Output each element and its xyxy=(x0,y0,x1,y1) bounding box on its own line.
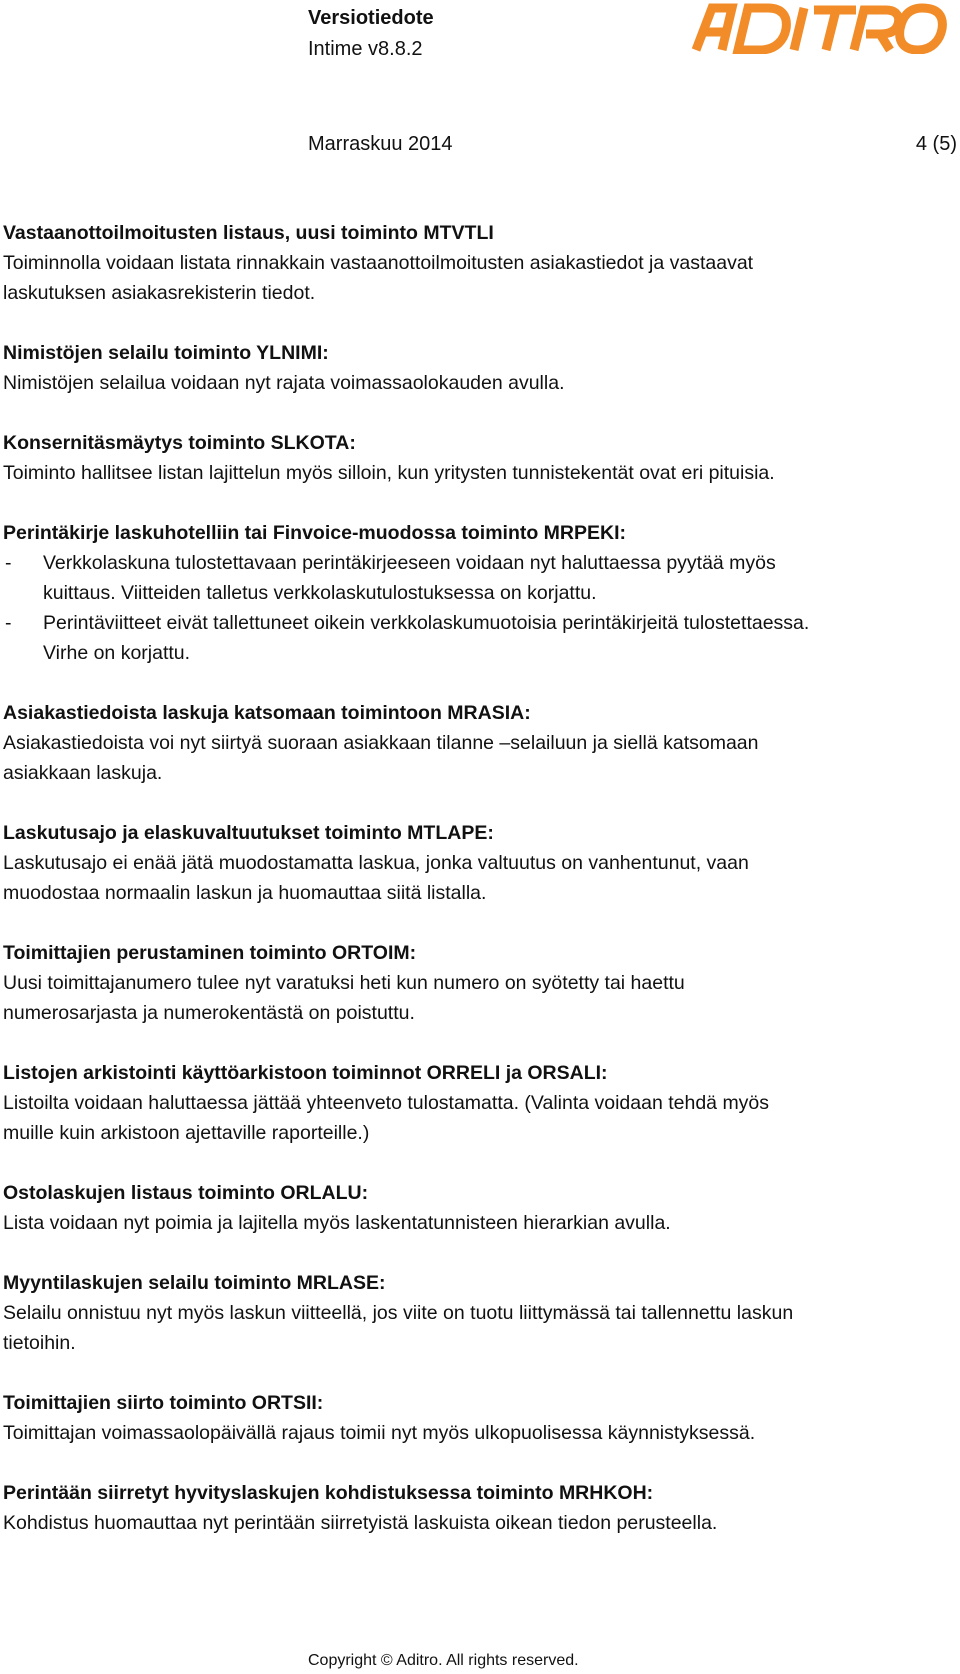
document-body xyxy=(3,218,957,1568)
text-line: Laskutusajo ei enää jätä muodostamatta laskua, jonka valtuutus on vanhentunut, vaan xyxy=(3,852,749,874)
text-line: Lista voidaan nyt poimia ja lajitella myös laskentatunnisteen hierarkian avulla. xyxy=(3,1212,671,1234)
text-line: Listoilta voidaan haluttaessa jättää yhteenveto tulostamatta. (Valinta voidaan tehdä myös xyxy=(3,1092,770,1114)
section-heading: Myyntilaskujen selailu toiminto MRLASE: xyxy=(3,1272,386,1294)
text-line: tietoihin. xyxy=(3,1332,76,1354)
text-line: muodostaa normaalin laskun ja huomauttaa siitä listalla. xyxy=(3,882,487,904)
text-line: Toiminnolla voidaan listata rinnakkain vastaanottoilmoitusten asiakastiedot ja vastaavat xyxy=(3,252,754,274)
text-line: Uusi toimittajanumero tulee nyt varatuksi heti kun numero on syötetty tai haettu xyxy=(3,972,685,994)
section-heading: Vastaanottoilmoitusten listaus, uusi toiminto MTVTLI xyxy=(3,222,494,244)
text-line: numerosarjasta ja numerokentästä on poistuttu. xyxy=(3,1002,415,1024)
bullet-dash: - xyxy=(5,552,12,574)
section-heading: Perintään siirretyt hyvityslaskujen kohdistuksessa toiminto MRHKOH: xyxy=(3,1482,654,1504)
release-note-section xyxy=(3,1478,957,1538)
text-line: Toiminto hallitsee listan lajittelun myös silloin, kun yritysten tunnistekentät ovat eri pituisia. xyxy=(3,462,775,484)
release-note-section xyxy=(3,218,957,308)
section-text xyxy=(3,1298,957,1358)
section-text xyxy=(3,968,957,1028)
text-line: Perintäviitteet eivät tallettuneet oikein verkkolaskumuotoisia perintäkirjeitä tulostettaessa. xyxy=(43,612,810,634)
section-heading: Asiakastiedoista laskuja katsomaan toimintoon MRASIA: xyxy=(3,702,531,724)
section-heading: Perintäkirje laskuhotelliin tai Finvoice-muodossa toiminto MRPEKI: xyxy=(3,522,627,544)
section-text xyxy=(3,1508,957,1538)
section-heading: Toimittajien perustaminen toiminto ORTOIM: xyxy=(3,942,417,964)
release-note-section xyxy=(3,1178,957,1238)
text-line: Virhe on korjattu. xyxy=(43,642,191,664)
release-note-section xyxy=(3,938,957,1028)
bullet-dash: - xyxy=(5,612,12,634)
section-text xyxy=(3,1088,957,1148)
release-note-section xyxy=(3,1058,957,1148)
text-line: Toimittajan voimassaolopäivällä rajaus toimii nyt myös ulkopuolisessa käynnistyksessä. xyxy=(3,1422,756,1444)
release-note-section xyxy=(3,1268,957,1358)
section-heading: Laskutusajo ja elaskuvaltuutukset toiminto MTLAPE: xyxy=(3,822,494,844)
section-heading: Ostolaskujen listaus toiminto ORLALU: xyxy=(3,1182,369,1204)
section-text xyxy=(3,458,957,488)
text-line: Selailu onnistuu nyt myös laskun viitteellä, jos viite on tuotu liittymässä tai tallennettu laskun xyxy=(3,1302,794,1324)
section-heading: Konsernitäsmäytys toiminto SLKOTA: xyxy=(3,432,356,454)
text-line: laskutuksen asiakasrekisterin tiedot. xyxy=(3,282,316,304)
release-note-section xyxy=(3,818,957,908)
release-note-section xyxy=(3,1388,957,1448)
text-line: Verkkolaskuna tulostettavaan perintäkirjeeseen voidaan nyt haluttaessa pyytää myös xyxy=(43,552,776,574)
release-note-section xyxy=(3,338,957,398)
document-title: Versiotiedote xyxy=(308,7,434,29)
release-note-section xyxy=(3,428,957,488)
section-heading: Toimittajien siirto toiminto ORTSII: xyxy=(3,1392,324,1414)
text-line: Asiakastiedoista voi nyt siirtyä suoraan asiakkaan tilanne –selailuun ja siellä katsomaan xyxy=(3,732,759,754)
document-date: Marraskuu 2014 xyxy=(308,133,453,155)
text-line: Nimistöjen selailua voidaan nyt rajata voimassaolokauden avulla. xyxy=(3,372,565,394)
text-line: Kohdistus huomauttaa nyt perintään siirretyistä laskuista oikean tiedon perusteella. xyxy=(3,1512,718,1534)
bullet-item xyxy=(3,608,957,668)
bullet-item xyxy=(3,548,957,608)
section-text xyxy=(3,728,957,788)
page-number: 4 (5) xyxy=(915,133,957,155)
section-heading: Listojen arkistointi käyttöarkistoon toiminnot ORRELI ja ORSALI: xyxy=(3,1062,608,1084)
section-text xyxy=(3,1418,957,1448)
release-note-section xyxy=(3,518,957,668)
aditro-logo xyxy=(690,2,952,54)
section-heading: Nimistöjen selailu toiminto YLNIMI: xyxy=(3,342,329,364)
footer-copyright: Copyright © Aditro. All rights reserved. xyxy=(308,1652,579,1669)
text-line: asiakkaan laskuja. xyxy=(3,762,163,784)
text-line: kuittaus. Viitteiden talletus verkkolaskutulostuksessa on korjattu. xyxy=(43,582,597,604)
section-text xyxy=(3,848,957,908)
text-line: muille kuin arkistoon ajettaville raporteille.) xyxy=(3,1122,370,1144)
section-text xyxy=(3,248,957,308)
section-text xyxy=(3,1208,957,1238)
release-note-section xyxy=(3,698,957,788)
section-text xyxy=(3,368,957,398)
product-version: Intime v8.8.2 xyxy=(308,38,423,60)
